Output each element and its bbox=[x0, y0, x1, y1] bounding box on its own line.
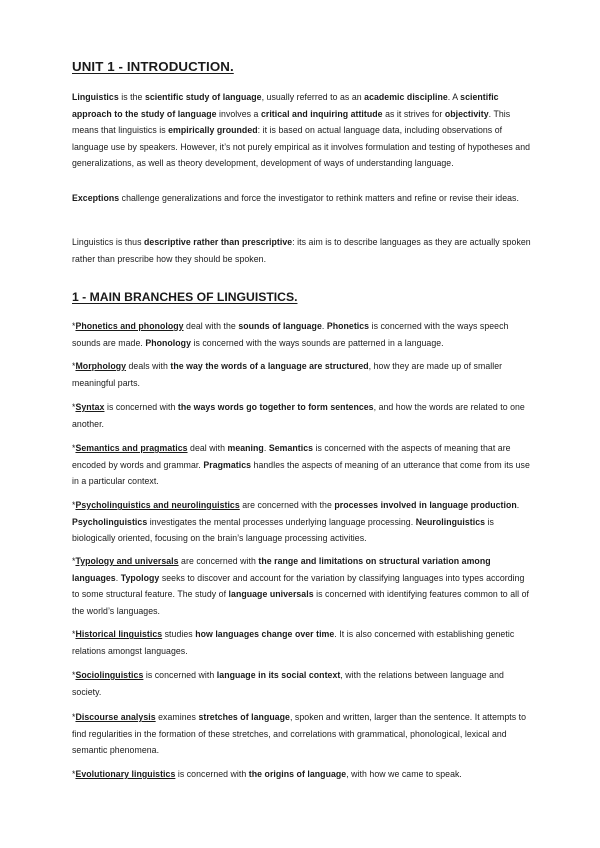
text-run: , with how we came to speak. bbox=[346, 769, 462, 779]
branch-psycholinguistics-neurolinguistics bbox=[72, 497, 534, 547]
text-run: is concerned with identifying features common to all of the world’s languages. bbox=[72, 589, 529, 616]
text-run: : it is based on actual language data, including observations of language use by speakers. However, it’s not purely empirical as it involves formulation and testing of hypotheses and generalizations, as well as theory development, development of ways of understanding language. bbox=[72, 125, 531, 168]
bold-term: descriptive rather than prescriptive bbox=[144, 237, 293, 247]
branch-term: Sociolinguistics bbox=[75, 670, 144, 680]
branch-term: Morphology bbox=[75, 361, 127, 371]
bold-term: the way the words of a language are structured bbox=[170, 361, 369, 371]
text-run: seeks to discover and account for the variation by classifying languages into types according to some structural feature. The study of bbox=[72, 572, 525, 599]
bold-term: how languages change over time bbox=[195, 629, 335, 639]
text-run: . bbox=[516, 500, 520, 510]
text-run: is concerned with the ways sounds are patterned in a language. bbox=[190, 337, 444, 348]
intro-paragraph-2 bbox=[72, 190, 534, 207]
bold-term: empirically grounded bbox=[168, 125, 258, 135]
bold-term: language in its social context bbox=[216, 670, 341, 680]
text-run: involves a bbox=[216, 108, 261, 119]
text-run: investigates the mental processes underlying language processing. bbox=[147, 516, 416, 527]
text-run: * bbox=[72, 556, 76, 566]
text-run: * bbox=[72, 629, 76, 639]
text-run: deal with the bbox=[183, 321, 239, 331]
branch-phonetics-phonology bbox=[72, 318, 534, 351]
branch-typology-universals bbox=[72, 553, 534, 619]
text-run: is concerned with bbox=[175, 769, 249, 779]
text-run: , with the relations between language and society. bbox=[72, 670, 504, 697]
text-run: * bbox=[72, 402, 76, 412]
text-run: : its aim is to describe languages as they are actually spoken rather than prescribe how they should be spoken. bbox=[72, 237, 531, 264]
bold-term: academic discipline bbox=[364, 92, 448, 102]
unit-title: UNIT 1 - INTRODUCTION. bbox=[72, 59, 234, 74]
intro-paragraph-1 bbox=[72, 89, 534, 172]
text-run: examines bbox=[155, 712, 199, 722]
branch-term: Phonetics and phonology bbox=[75, 321, 184, 331]
text-run: Linguistics is thus bbox=[72, 237, 145, 247]
bold-term: Phonology bbox=[145, 337, 191, 348]
bold-term: objectivity bbox=[444, 108, 489, 119]
text-run: , usually referred to as an bbox=[261, 92, 365, 102]
bold-term: the ways words go together to form sentences bbox=[177, 402, 374, 412]
text-run: . bbox=[115, 572, 121, 583]
text-run: is concerned with the ways speech sounds are made. bbox=[72, 321, 509, 348]
text-run: * bbox=[72, 443, 76, 453]
branch-historical-linguistics bbox=[72, 626, 534, 659]
branch-evolutionary-linguistics bbox=[72, 766, 534, 783]
bold-term: sounds of language bbox=[238, 321, 322, 331]
text-run: . It is also concerned with establishing genetic relations amongst languages. bbox=[72, 629, 515, 656]
text-run: is concerned with the aspects of meaning that are encoded by words and grammar. bbox=[72, 443, 511, 470]
branch-term: Semantics and pragmatics bbox=[75, 443, 188, 453]
text-run: are concerned with bbox=[178, 556, 259, 566]
text-run: * bbox=[72, 670, 76, 680]
text-run: . bbox=[321, 321, 327, 331]
branch-term: Psycholinguistics and neurolinguistics bbox=[75, 500, 240, 510]
branch-term: Typology and universals bbox=[75, 556, 179, 566]
text-run: * bbox=[72, 500, 76, 510]
branch-sociolinguistics bbox=[72, 667, 534, 700]
bold-term: meaning bbox=[227, 443, 264, 453]
bold-term: critical and inquiring attitude bbox=[260, 108, 383, 119]
bold-term: Exceptions bbox=[72, 193, 120, 203]
text-run: is concerned with bbox=[143, 670, 217, 680]
bold-term: stretches of language bbox=[198, 712, 290, 722]
text-run: deals with bbox=[126, 361, 171, 371]
text-run: are concerned with the bbox=[239, 500, 335, 510]
text-run: , how they are made up of smaller meaningful parts. bbox=[72, 361, 503, 388]
bold-term: the origins of language bbox=[248, 769, 347, 779]
text-run: * bbox=[72, 769, 76, 779]
text-run: . bbox=[263, 443, 269, 453]
text-run: deal with bbox=[187, 443, 228, 453]
text-run: , and how the words are related to one another. bbox=[72, 402, 525, 429]
text-run: studies bbox=[162, 629, 196, 639]
bold-term: Psycholinguistics bbox=[72, 516, 148, 527]
branch-semantics-pragmatics bbox=[72, 440, 534, 490]
bold-term: Semantics bbox=[268, 443, 314, 453]
branch-term: Evolutionary linguistics bbox=[75, 769, 176, 779]
bold-term: Linguistics bbox=[72, 92, 119, 102]
text-run: . A bbox=[447, 92, 461, 102]
bold-term: Pragmatics bbox=[203, 459, 252, 470]
text-run: * bbox=[72, 361, 76, 371]
bold-term: scientific approach to the study of language bbox=[72, 92, 499, 119]
text-run: * bbox=[72, 321, 76, 331]
text-run: handles the aspects of meaning of an utterance that come from its use in a particular context. bbox=[72, 459, 530, 486]
intro-paragraph-3 bbox=[72, 234, 534, 267]
bold-term: Neurolinguistics bbox=[415, 516, 486, 527]
bold-term: Phonetics bbox=[326, 321, 370, 331]
branch-morphology bbox=[72, 358, 534, 391]
branch-discourse-analysis bbox=[72, 709, 534, 759]
text-run: is concerned with bbox=[104, 402, 178, 412]
text-run: . This means that linguistics is bbox=[72, 108, 511, 135]
bold-term: processes involved in language production bbox=[334, 500, 517, 510]
branch-term: Syntax bbox=[75, 402, 105, 412]
text-run: as it strives for bbox=[382, 108, 445, 119]
branch-term: Discourse analysis bbox=[75, 712, 156, 722]
branch-term: Historical linguistics bbox=[75, 629, 163, 639]
text-run: is biologically oriented, focusing on the brain’s language processing activities. bbox=[72, 516, 494, 543]
branch-syntax bbox=[72, 399, 534, 432]
text-run: challenge generalizations and force the investigator to rethink matters and refine or revise their ideas. bbox=[119, 193, 519, 203]
bold-term: Typology bbox=[120, 572, 160, 583]
bold-term: language universals bbox=[228, 589, 314, 599]
text-run: , spoken and written, larger than the sentence. It attempts to find regularities in the formation of these stretches, and correlations with grammatical, phonological, lexical and semantic phenomena. bbox=[72, 712, 527, 755]
bold-term: scientific study of language bbox=[144, 92, 262, 102]
text-run: is the bbox=[118, 92, 145, 102]
text-run: * bbox=[72, 712, 76, 722]
section-title-branches: 1 - MAIN BRANCHES OF LINGUISTICS. bbox=[72, 290, 298, 304]
bold-term: the range and limitations on structural variation among languages bbox=[72, 556, 491, 583]
